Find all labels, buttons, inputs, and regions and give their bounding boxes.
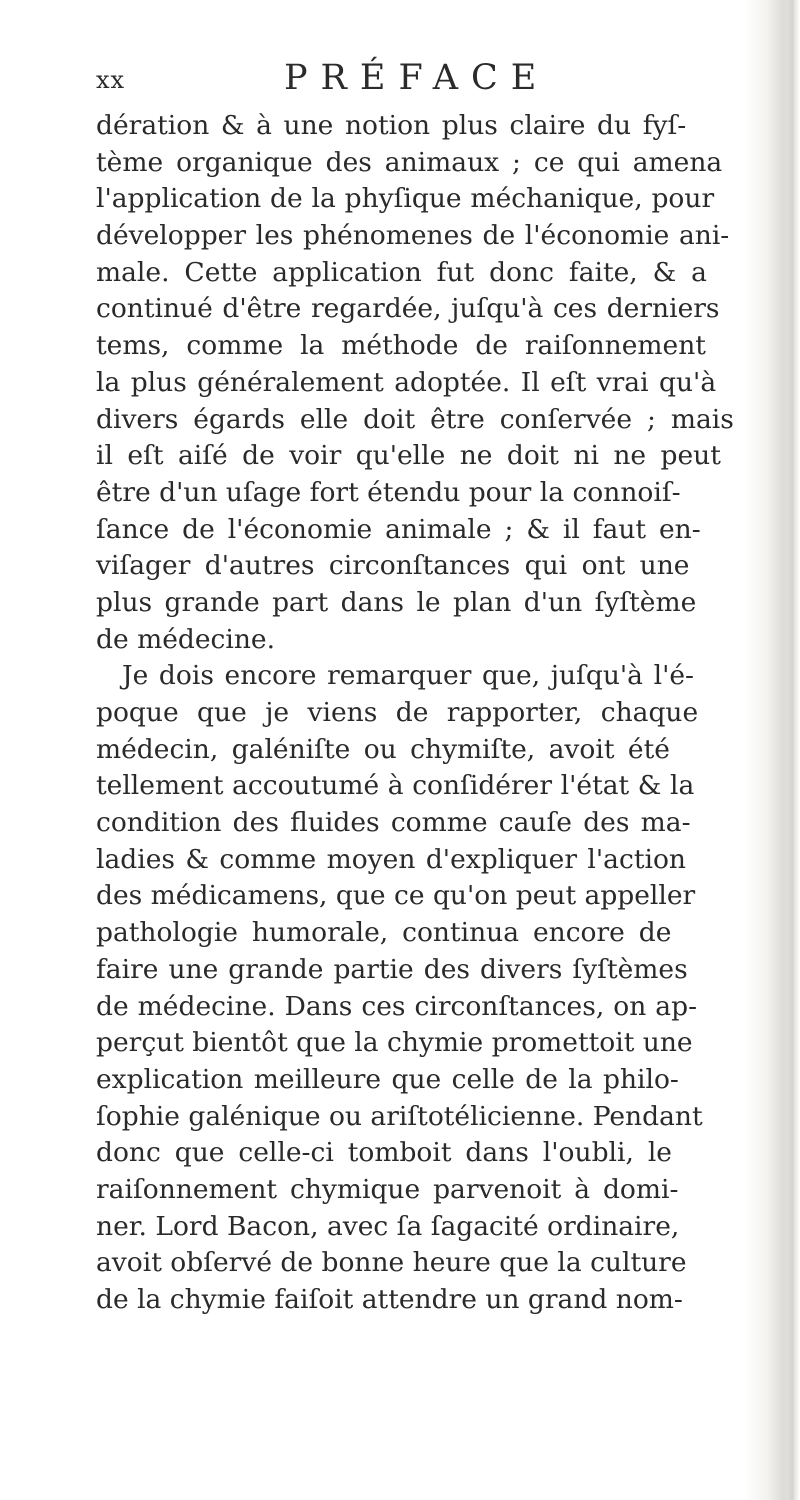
text-line: continué d'être regardée, juſqu'à ces derniers xyxy=(96,293,720,325)
text-line: de médecine. Dans ces circonſtances, on ap- xyxy=(96,990,698,1022)
page-edge-shadow xyxy=(786,0,800,1500)
text-line: dération & à une notion plus claire du fyſ- xyxy=(96,110,687,141)
text-line: viſager d'autres circonſtances qui ont une xyxy=(96,550,690,582)
text-line: de la chymie faiſoit attendre un grand nom- xyxy=(96,1284,683,1315)
text-line: la plus généralement adoptée. Il eſt vrai qu'à xyxy=(96,366,717,398)
text-line: plus grande part dans le plan d'un ſyſtème xyxy=(96,586,697,618)
text-line: poque que je viens de rapporter, chaque xyxy=(96,697,699,728)
text-line: divers égards elle doit être conſervée ; mais xyxy=(96,403,734,435)
text-line: faire une grande partie des divers ſyſtèmes xyxy=(96,953,688,985)
text-line: ladies & comme moyen d'expliquer l'action xyxy=(96,843,686,875)
text-line: pathologie humorale, continua encore de xyxy=(96,917,672,949)
text-line: Je dois encore remarquer que, juſqu'à l'é- xyxy=(122,660,695,692)
text-line: de médecine. xyxy=(96,623,276,655)
text-line: tems, comme la méthode de raiſonnement xyxy=(96,330,706,362)
text-line: médecin, galéniſte ou chymiſte, avoit été xyxy=(96,733,670,765)
text-line: ſophie galénique ou ariſtotélicienne. Pendant xyxy=(96,1100,703,1132)
page-title: PRÉFACE xyxy=(284,58,550,98)
text-line: condition des fluides comme cauſe des ma- xyxy=(96,807,691,839)
text-line: avoit obſervé de bonne heure que la culture xyxy=(96,1247,687,1279)
text-line: male. Cette application fut donc faite, & a xyxy=(96,256,707,288)
text-line: donc que celle-ci tomboit dans l'oubli, le xyxy=(96,1137,672,1169)
text-line: il eſt aiſé de voir qu'elle ne doit ni ne peut xyxy=(96,440,721,472)
text-line: raiſonnement chymique parvenoit à domi- xyxy=(96,1173,679,1205)
text-line: des médicamens, que ce qu'on peut appeller xyxy=(96,880,696,912)
text-line: ſance de l'économie animale ; & il faut en- xyxy=(96,513,701,545)
text-line: développer les phénomenes de l'économie ani- xyxy=(96,220,730,252)
running-head xyxy=(96,58,696,98)
text-line: perçut bientôt que la chymie promettoit une xyxy=(96,1027,693,1059)
text-line: tellement accoutumé à conſidérer l'état & la xyxy=(96,770,695,802)
body-text xyxy=(96,108,766,1319)
text-line: l'application de la phyſique méchanique, pour xyxy=(96,183,715,215)
text-line: être d'un uſage fort étendu pour la connoiſ- xyxy=(96,476,681,508)
text-line: tème organique des animaux ; ce qui amena xyxy=(96,146,723,178)
text-line: ner. Lord Bacon, avec ſa ſagacité ordinaire, xyxy=(96,1210,680,1242)
page-number: xx xyxy=(96,66,126,94)
text-line: explication meilleure que celle de la philo- xyxy=(96,1063,679,1095)
